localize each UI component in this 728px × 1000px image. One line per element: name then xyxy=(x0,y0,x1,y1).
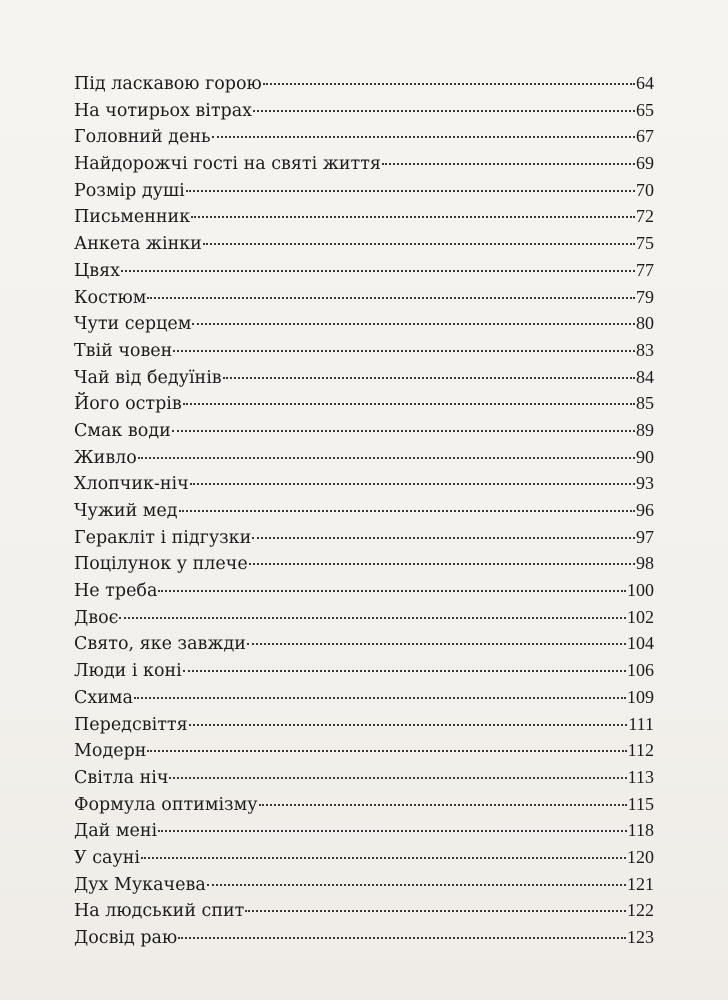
toc-entry-title: На людський спит xyxy=(74,901,245,922)
dot-leader xyxy=(191,215,635,218)
toc-entry-title: Твій човен xyxy=(74,340,173,361)
toc-entry-title: Дух Мукачева xyxy=(74,874,206,895)
toc-entry xyxy=(74,497,654,524)
toc-entry-title: Світла ніч xyxy=(74,767,169,788)
toc-entry-title: Дай мені xyxy=(74,821,158,842)
toc-entry xyxy=(74,577,654,604)
toc-entry xyxy=(74,737,654,764)
toc-entry-title: Люди і коні xyxy=(74,661,182,682)
toc-entry-page-number: 70 xyxy=(636,179,654,200)
toc-entry-title: Смак води xyxy=(74,420,171,441)
toc-entry-page-number: 69 xyxy=(636,153,654,174)
dot-leader xyxy=(192,322,635,325)
dot-leader xyxy=(147,296,635,299)
toc-entry-page-number: 79 xyxy=(636,286,654,307)
toc-entry xyxy=(74,630,654,657)
toc-entry-page-number: 102 xyxy=(627,606,654,627)
dot-leader xyxy=(134,696,626,699)
toc-entry-page-number: 100 xyxy=(627,580,654,601)
toc-entry-title: Чужий мед xyxy=(74,501,178,521)
dot-leader xyxy=(121,269,635,272)
toc-entry-title: Геракліт і підгузки xyxy=(74,527,252,548)
dot-leader xyxy=(207,883,626,886)
toc-entry xyxy=(74,844,654,871)
dot-leader xyxy=(382,162,635,165)
toc-entry xyxy=(74,150,654,177)
toc-entry-title: Під ласкавою горою xyxy=(74,74,262,94)
toc-entry xyxy=(74,524,654,551)
toc-entry-page-number: 93 xyxy=(636,473,654,494)
dot-leader xyxy=(186,189,635,192)
toc-entry xyxy=(74,70,654,97)
toc-entry-title: У сауні xyxy=(74,847,141,868)
toc-entry-page-number: 106 xyxy=(627,660,654,681)
toc-entry xyxy=(74,364,654,391)
toc-entry-title: Письменник xyxy=(74,207,191,228)
toc-entry xyxy=(74,203,654,230)
toc-entry xyxy=(74,897,654,924)
table-of-contents xyxy=(74,70,654,951)
dot-leader xyxy=(147,749,626,752)
toc-entry-page-number: 90 xyxy=(636,446,654,467)
toc-entry-page-number: 97 xyxy=(636,526,654,547)
toc-entry-title: Головний день xyxy=(74,127,211,148)
toc-entry-page-number: 84 xyxy=(636,366,654,387)
toc-entry-page-number: 98 xyxy=(636,553,654,574)
toc-entry-title: Модерн xyxy=(74,741,147,762)
toc-entry xyxy=(74,791,654,818)
toc-entry-page-number: 118 xyxy=(627,820,654,841)
dot-leader xyxy=(247,642,626,645)
toc-entry-page-number: 109 xyxy=(627,686,654,707)
toc-entry-title: Чути серцем xyxy=(74,314,192,335)
dot-leader xyxy=(189,723,628,726)
toc-entry xyxy=(74,310,654,337)
toc-entry xyxy=(74,123,654,150)
toc-entry-title: Схима xyxy=(74,687,133,708)
toc-entry-page-number: 113 xyxy=(627,766,654,787)
toc-entry-title: Двоє xyxy=(74,607,119,628)
toc-entry-page-number: 104 xyxy=(627,633,654,654)
toc-entry xyxy=(74,550,654,577)
toc-entry xyxy=(74,230,654,257)
toc-entry xyxy=(74,337,654,364)
dot-leader xyxy=(158,589,626,592)
toc-entry-title: Досвід раю xyxy=(74,928,178,948)
toc-entry-title: Передсвіття xyxy=(74,714,188,735)
toc-entry-page-number: 64 xyxy=(636,73,654,93)
dot-leader xyxy=(179,509,635,512)
dot-leader xyxy=(249,562,635,565)
dot-leader xyxy=(172,429,635,432)
dot-leader xyxy=(141,856,626,859)
toc-entry xyxy=(74,871,654,898)
dot-leader xyxy=(158,829,627,832)
toc-entry-page-number: 67 xyxy=(636,126,654,147)
toc-entry xyxy=(74,817,654,844)
dot-leader xyxy=(119,616,626,619)
toc-entry-page-number: 123 xyxy=(627,927,654,947)
toc-entry-title: Поцілунок у плече xyxy=(74,554,248,575)
toc-entry-page-number: 121 xyxy=(627,873,654,894)
toc-entry-page-number: 77 xyxy=(636,259,654,280)
dot-leader xyxy=(203,242,635,245)
toc-entry-page-number: 96 xyxy=(636,500,654,520)
dot-leader xyxy=(245,909,626,912)
toc-entry-page-number: 80 xyxy=(636,313,654,334)
toc-entry-page-number: 65 xyxy=(636,99,654,120)
toc-entry-title: Костюм xyxy=(74,287,147,308)
toc-entry-title: Цвях xyxy=(74,260,121,281)
toc-entry xyxy=(74,657,654,684)
dot-leader xyxy=(263,82,635,85)
toc-entry-title: Свято, яке завжди xyxy=(74,634,246,655)
dot-leader xyxy=(223,376,635,379)
toc-entry-title: Розмір душі xyxy=(74,180,185,201)
toc-entry-title: Його острів xyxy=(74,394,182,415)
toc-entry-title: Чай від бедуїнів xyxy=(74,367,222,388)
toc-entry xyxy=(74,177,654,204)
dot-leader xyxy=(259,803,627,806)
toc-entry-title: Найдорожчі гості на святі життя xyxy=(74,154,381,175)
toc-entry-page-number: 85 xyxy=(636,393,654,414)
toc-entry-title: На чотирьох вітрах xyxy=(74,100,253,121)
toc-entry-page-number: 75 xyxy=(636,233,654,254)
dot-leader xyxy=(252,536,635,539)
toc-entry-title: Анкета жінки xyxy=(74,234,202,255)
toc-entry xyxy=(74,711,654,738)
toc-entry xyxy=(74,97,654,124)
toc-entry-page-number: 120 xyxy=(627,846,654,867)
toc-entry-page-number: 72 xyxy=(636,206,654,227)
toc-entry-page-number: 83 xyxy=(636,339,654,360)
toc-entry xyxy=(74,764,654,791)
toc-entry-page-number: 115 xyxy=(627,793,654,814)
toc-entry xyxy=(74,417,654,444)
toc-entry xyxy=(74,390,654,417)
toc-entry-title: Хлопчик-ніч xyxy=(74,474,189,495)
toc-entry-page-number: 111 xyxy=(628,713,654,734)
toc-entry-title: Живло xyxy=(74,447,137,468)
dot-leader xyxy=(169,776,626,779)
toc-entry-page-number: 122 xyxy=(627,900,654,921)
toc-entry xyxy=(74,604,654,631)
toc-entry-title: Формула оптимізму xyxy=(74,794,258,815)
dot-leader xyxy=(190,482,635,485)
dot-leader xyxy=(253,109,635,112)
toc-entry xyxy=(74,684,654,711)
dot-leader xyxy=(138,456,635,459)
dot-leader xyxy=(173,349,635,352)
dot-leader xyxy=(212,135,635,138)
dot-leader xyxy=(183,402,635,405)
toc-entry xyxy=(74,444,654,471)
toc-entry xyxy=(74,924,654,951)
toc-entry xyxy=(74,284,654,311)
toc-entry-title: Не треба xyxy=(74,581,158,602)
dot-leader xyxy=(183,669,626,672)
dot-leader xyxy=(178,936,626,939)
toc-entry-page-number: 89 xyxy=(636,419,654,440)
toc-entry-page-number: 112 xyxy=(627,740,654,761)
toc-entry xyxy=(74,470,654,497)
toc-entry xyxy=(74,257,654,284)
